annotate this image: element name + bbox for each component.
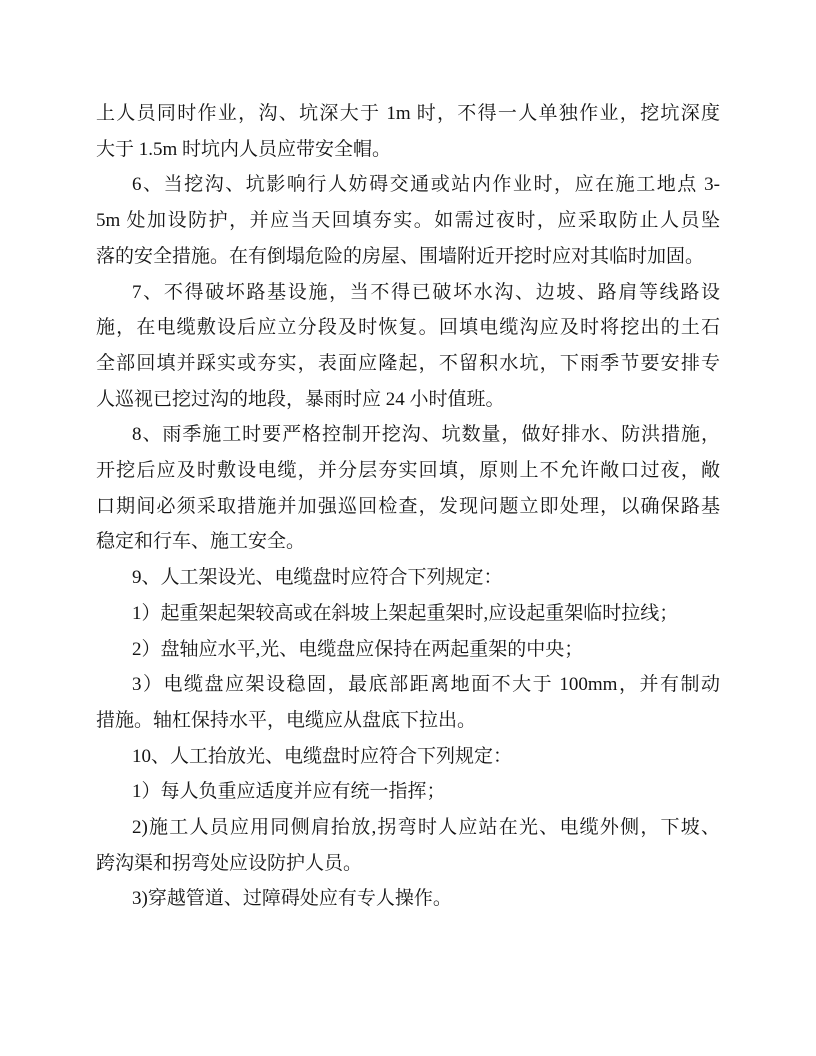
paragraph [96, 667, 720, 738]
text-line: 5m 处加设防护，并应当天回填夯实。如需过夜时，应采取防止人员坠 [96, 210, 720, 232]
text-line: 6、当挖沟、坑影响行人妨碍交通或站内作业时，应在施工地点 3- [132, 174, 720, 196]
text-line: 7、不得破坏路基设施，当不得已破坏水沟、边坡、路肩等线路设 [132, 281, 720, 303]
text-line: 2）盘轴应水平,光、电缆盘应保持在两起重架的中央； [132, 638, 584, 660]
text-line: 措施。轴杠保持水平，电缆应从盘底下拉出。 [96, 709, 477, 731]
paragraph [96, 96, 720, 167]
paragraph [96, 810, 720, 881]
text-line: 跨沟渠和拐弯处应设防护人员。 [96, 852, 363, 874]
text-line: 9、人工架设光、电缆盘时应符合下列规定： [132, 567, 503, 589]
paragraph [96, 739, 720, 775]
paragraph [96, 596, 720, 632]
paragraph [96, 881, 720, 917]
text-line: 口期间必须采取措施并加强巡回检查，发现问题立即处理，以确保路基 [96, 495, 720, 517]
paragraph [96, 632, 720, 668]
text-line: 3）电缆盘应架设稳固，最底部距离地面不大于 100mm，并有制动 [132, 674, 720, 696]
paragraph [96, 275, 720, 418]
text-line: 上人员同时作业，沟、坑深大于 1m 时，不得一人单独作业，挖坑深度 [96, 103, 720, 124]
text-line: 10、人工抬放光、电缆盘时应符合下列规定： [132, 745, 513, 767]
paragraph [96, 560, 720, 596]
paragraph [96, 774, 720, 810]
text-line: 3)穿越管道、过障碍处应有专人操作。 [132, 888, 452, 910]
text-line: 稳定和行车、施工安全。 [96, 531, 306, 553]
text-line: 8、雨季施工时要严格控制开挖沟、坑数量，做好排水、防洪措施， [132, 424, 720, 446]
text-line: 全部回填并踩实或夯实，表面应隆起，不留积水坑，下雨季节要安排专 [96, 352, 720, 374]
text-line: 施，在电缆敷设后应立分段及时恢复。回填电缆沟应及时将挖出的土石 [96, 317, 720, 339]
text-line: 开挖后应及时敷设电缆，并分层夯实回填，原则上不允许敞口过夜，敞 [96, 460, 720, 482]
document-body [96, 96, 720, 917]
paragraph [96, 167, 720, 274]
text-line: 1）起重架起架较高或在斜坡上架起重架时,应设起重架临时拉线； [132, 602, 679, 624]
text-line: 大于 1.5m 时坑内人员应带安全帽。 [96, 138, 392, 160]
text-line: 2)施工人员应用同侧肩抬放,拐弯时人应站在光、电缆外侧，下坡、 [132, 817, 720, 839]
text-line: 1）每人负重应适度并应有统一指挥； [132, 781, 446, 803]
paragraph [96, 417, 720, 560]
text-line: 人巡视已挖过沟的地段，暴雨时应 24 小时值班。 [96, 388, 505, 410]
text-line: 落的安全措施。在有倒塌危险的房屋、围墙附近开挖时应对其临时加固。 [96, 245, 705, 267]
